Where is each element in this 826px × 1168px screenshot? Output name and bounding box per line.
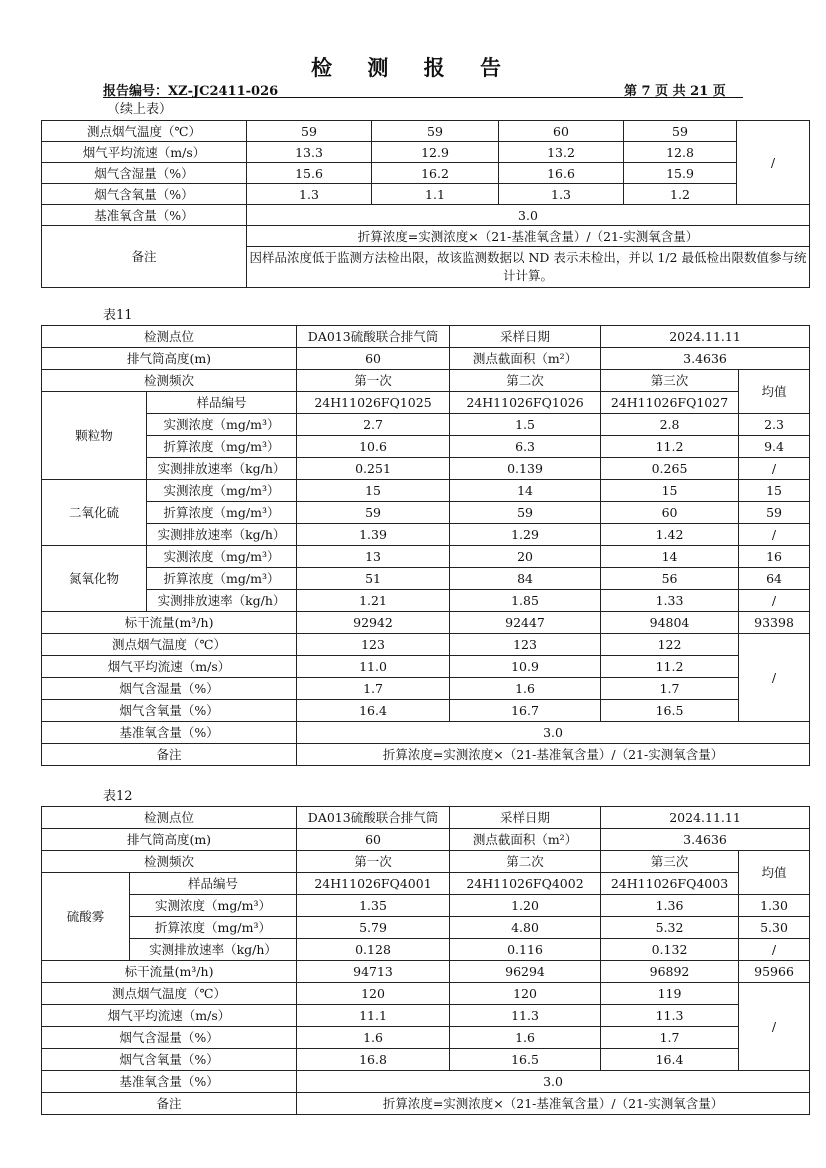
cell: 实测浓度（mg/m³） bbox=[147, 414, 297, 436]
cell: 59 bbox=[624, 121, 737, 142]
cell: 烟气含氧量（%） bbox=[42, 700, 297, 722]
cell: 折算浓度（mg/m³） bbox=[130, 917, 297, 939]
page-info: 第 7 页 共 21 页 bbox=[624, 84, 726, 99]
table-row bbox=[42, 205, 810, 226]
cell: 实测浓度（mg/m³） bbox=[147, 480, 297, 502]
cell: 11.1 bbox=[297, 1005, 450, 1027]
cell: 0.251 bbox=[297, 458, 450, 480]
table-row bbox=[42, 414, 810, 436]
remark-formula: 折算浓度=实测浓度×（21-基准氧含量）/（21-实测氧含量） bbox=[297, 1093, 810, 1115]
cell: 24H11026FQ4002 bbox=[450, 873, 601, 895]
cell: 24H11026FQ1026 bbox=[450, 392, 601, 414]
group-name: 二氧化硫 bbox=[42, 480, 147, 546]
cell: 折算浓度（mg/m³） bbox=[147, 568, 297, 590]
cell: 3.0 bbox=[297, 722, 810, 744]
cell: 1.7 bbox=[601, 678, 739, 700]
table-row bbox=[42, 678, 810, 700]
cell: 烟气含氧量（%） bbox=[42, 1049, 297, 1071]
row-label: 烟气含氧量（%） bbox=[42, 184, 247, 205]
cell: 60 bbox=[297, 829, 450, 851]
continued-label: （续上表） bbox=[107, 102, 173, 117]
table-row bbox=[42, 722, 810, 744]
table-row bbox=[42, 568, 810, 590]
cell: 折算浓度（mg/m³） bbox=[147, 436, 297, 458]
cell: 16.6 bbox=[499, 163, 624, 184]
table-row bbox=[42, 226, 810, 247]
table-row bbox=[42, 744, 810, 766]
cell: 92942 bbox=[297, 612, 450, 634]
cell: 5.32 bbox=[601, 917, 739, 939]
cell: 122 bbox=[601, 634, 739, 656]
cell: 11.2 bbox=[601, 656, 739, 678]
cell: 14 bbox=[601, 546, 739, 568]
table-row bbox=[42, 807, 810, 829]
cell: 16.8 bbox=[297, 1049, 450, 1071]
cell: 测点烟气温度（℃） bbox=[42, 634, 297, 656]
cell: 2.8 bbox=[601, 414, 739, 436]
cell: 1.7 bbox=[297, 678, 450, 700]
table-row bbox=[42, 829, 810, 851]
cell: 59 bbox=[450, 502, 601, 524]
cell: 3.0 bbox=[297, 1071, 810, 1093]
cell: 120 bbox=[450, 983, 601, 1005]
cell: 1.29 bbox=[450, 524, 601, 546]
cell: 16.5 bbox=[450, 1049, 601, 1071]
cell: 93398 bbox=[739, 612, 810, 634]
row-label: 测点烟气温度（℃） bbox=[42, 121, 247, 142]
cell: 24H11026FQ4003 bbox=[601, 873, 739, 895]
report-title: 检 测 报 告 bbox=[311, 55, 515, 80]
group-name: 颗粒物 bbox=[42, 392, 147, 480]
cell: 均值 bbox=[739, 851, 810, 895]
cell: 13 bbox=[297, 546, 450, 568]
cell: 10.9 bbox=[450, 656, 601, 678]
cell: 样品编号 bbox=[130, 873, 297, 895]
cell: 13.3 bbox=[247, 142, 372, 163]
cell: 11.3 bbox=[601, 1005, 739, 1027]
table-row bbox=[42, 163, 810, 184]
cell: 第二次 bbox=[450, 370, 601, 392]
cell: 3.4636 bbox=[601, 829, 810, 851]
table-row bbox=[42, 121, 810, 142]
cell: 0.116 bbox=[450, 939, 601, 961]
cell: 均值 bbox=[739, 370, 810, 414]
table-row bbox=[42, 1027, 810, 1049]
cell: 第一次 bbox=[297, 851, 450, 873]
header-rule bbox=[103, 97, 743, 98]
cell: 采样日期 bbox=[450, 326, 601, 348]
table-row bbox=[42, 502, 810, 524]
table-row bbox=[42, 348, 810, 370]
cell: 1.2 bbox=[624, 184, 737, 205]
cell: 1.6 bbox=[450, 1027, 601, 1049]
table-row bbox=[42, 326, 810, 348]
merged-slash: / bbox=[739, 634, 810, 722]
cell: 1.42 bbox=[601, 524, 739, 546]
cell: 20 bbox=[450, 546, 601, 568]
table-row bbox=[42, 1071, 810, 1093]
cell: 11.3 bbox=[450, 1005, 601, 1027]
cell: / bbox=[739, 939, 810, 961]
cell: 2024.11.11 bbox=[601, 807, 810, 829]
cell: 13.2 bbox=[499, 142, 624, 163]
table-label: 表11 bbox=[103, 308, 133, 323]
table-12 bbox=[41, 806, 810, 1115]
row-label: 烟气平均流速（m/s） bbox=[42, 142, 247, 163]
cell: 59 bbox=[372, 121, 499, 142]
cell: 12.8 bbox=[624, 142, 737, 163]
cell: 14 bbox=[450, 480, 601, 502]
cell: 24H11026FQ4001 bbox=[297, 873, 450, 895]
cell: 烟气平均流速（m/s） bbox=[42, 1005, 297, 1027]
table-label: 表12 bbox=[103, 789, 133, 804]
cell: 59 bbox=[739, 502, 810, 524]
cell: 0.128 bbox=[297, 939, 450, 961]
cell: 排气筒高度(m) bbox=[42, 348, 297, 370]
cell: 15.9 bbox=[624, 163, 737, 184]
cell: 1.39 bbox=[297, 524, 450, 546]
cell: 5.30 bbox=[739, 917, 810, 939]
table-row bbox=[42, 184, 810, 205]
cell: 15.6 bbox=[247, 163, 372, 184]
table-row bbox=[42, 917, 810, 939]
cell: 第三次 bbox=[601, 370, 739, 392]
cell: 3.4636 bbox=[601, 348, 810, 370]
cell: 检测点位 bbox=[42, 326, 297, 348]
cell: 第二次 bbox=[450, 851, 601, 873]
cell: 96294 bbox=[450, 961, 601, 983]
cell: 1.6 bbox=[450, 678, 601, 700]
cell: 16 bbox=[739, 546, 810, 568]
cell: 1.20 bbox=[450, 895, 601, 917]
cell: 检测点位 bbox=[42, 807, 297, 829]
table-row bbox=[42, 612, 810, 634]
cell: 92447 bbox=[450, 612, 601, 634]
cell: 60 bbox=[499, 121, 624, 142]
cell: 9.4 bbox=[739, 436, 810, 458]
cell: 16.4 bbox=[297, 700, 450, 722]
cell: 1.3 bbox=[247, 184, 372, 205]
cell: 24H11026FQ1025 bbox=[297, 392, 450, 414]
table-continued bbox=[41, 120, 810, 288]
table-row bbox=[42, 392, 810, 414]
cell: 16.2 bbox=[372, 163, 499, 184]
cell: 56 bbox=[601, 568, 739, 590]
table-row bbox=[42, 961, 810, 983]
cell: 84 bbox=[450, 568, 601, 590]
cell: 123 bbox=[297, 634, 450, 656]
remark-label: 备注 bbox=[42, 226, 247, 288]
table-row bbox=[42, 590, 810, 612]
row-label: 烟气含湿量（%） bbox=[42, 163, 247, 184]
cell: 5.79 bbox=[297, 917, 450, 939]
cell: 烟气含湿量（%） bbox=[42, 678, 297, 700]
cell: 119 bbox=[601, 983, 739, 1005]
table-row bbox=[42, 895, 810, 917]
cell: 样品编号 bbox=[147, 392, 297, 414]
cell: 1.21 bbox=[297, 590, 450, 612]
cell: DA013硫酸联合排气筒 bbox=[297, 807, 450, 829]
cell: 标干流量(m³/h) bbox=[42, 961, 297, 983]
cell: 94804 bbox=[601, 612, 739, 634]
cell: 0.139 bbox=[450, 458, 601, 480]
table-row bbox=[42, 1005, 810, 1027]
cell: 第三次 bbox=[601, 851, 739, 873]
table-row bbox=[42, 1049, 810, 1071]
cell: 基准氧含量（%） bbox=[42, 722, 297, 744]
table-row bbox=[42, 524, 810, 546]
cell: 0.132 bbox=[601, 939, 739, 961]
remark-label: 备注 bbox=[42, 1093, 297, 1115]
cell: 采样日期 bbox=[450, 807, 601, 829]
cell: 基准氧含量（%） bbox=[42, 1071, 297, 1093]
cell: 烟气平均流速（m/s） bbox=[42, 656, 297, 678]
cell: / bbox=[739, 524, 810, 546]
table-11 bbox=[41, 325, 810, 766]
cell: 15 bbox=[297, 480, 450, 502]
cell: 15 bbox=[739, 480, 810, 502]
cell: 24H11026FQ1027 bbox=[601, 392, 739, 414]
cell: 实测排放速率（kg/h） bbox=[147, 458, 297, 480]
cell: 1.36 bbox=[601, 895, 739, 917]
cell: 120 bbox=[297, 983, 450, 1005]
table-row bbox=[42, 436, 810, 458]
cell: 11.2 bbox=[601, 436, 739, 458]
cell: 3.0 bbox=[247, 205, 810, 226]
cell: 123 bbox=[450, 634, 601, 656]
cell: 实测排放速率（kg/h） bbox=[130, 939, 297, 961]
table-row bbox=[42, 939, 810, 961]
cell: 1.33 bbox=[601, 590, 739, 612]
cell: 检测频次 bbox=[42, 370, 297, 392]
table-row bbox=[42, 480, 810, 502]
cell: 94713 bbox=[297, 961, 450, 983]
cell: 1.5 bbox=[450, 414, 601, 436]
cell: 第一次 bbox=[297, 370, 450, 392]
cell: 测点截面积（m²） bbox=[450, 348, 601, 370]
cell: 2.3 bbox=[739, 414, 810, 436]
report-number: 报告编号：XZ-JC2411-026 bbox=[103, 84, 279, 99]
cell: 59 bbox=[297, 502, 450, 524]
cell: 15 bbox=[601, 480, 739, 502]
remark-formula: 折算浓度=实测浓度×（21-基准氧含量）/（21-实测氧含量） bbox=[247, 226, 810, 247]
table-row bbox=[42, 983, 810, 1005]
cell: 1.35 bbox=[297, 895, 450, 917]
cell: 测点烟气温度（℃） bbox=[42, 983, 297, 1005]
cell: 60 bbox=[601, 502, 739, 524]
cell: 测点截面积（m²） bbox=[450, 829, 601, 851]
cell: 60 bbox=[297, 348, 450, 370]
cell: 95966 bbox=[739, 961, 810, 983]
group-name: 氮氧化物 bbox=[42, 546, 147, 612]
cell: 标干流量(m³/h) bbox=[42, 612, 297, 634]
cell: 16.5 bbox=[601, 700, 739, 722]
cell: 烟气含湿量（%） bbox=[42, 1027, 297, 1049]
row-label: 基准氧含量（%） bbox=[42, 205, 247, 226]
cell: 1.85 bbox=[450, 590, 601, 612]
group-name: 硫酸雾 bbox=[42, 873, 130, 961]
cell: 11.0 bbox=[297, 656, 450, 678]
cell: 2.7 bbox=[297, 414, 450, 436]
cell: 1.6 bbox=[297, 1027, 450, 1049]
cell: 1.7 bbox=[601, 1027, 739, 1049]
cell: 0.265 bbox=[601, 458, 739, 480]
cell: 实测排放速率（kg/h） bbox=[147, 590, 297, 612]
cell: 实测浓度（mg/m³） bbox=[147, 546, 297, 568]
cell: 实测浓度（mg/m³） bbox=[130, 895, 297, 917]
cell: / bbox=[739, 590, 810, 612]
cell: 2024.11.11 bbox=[601, 326, 810, 348]
cell: DA013硫酸联合排气筒 bbox=[297, 326, 450, 348]
table-row bbox=[42, 1093, 810, 1115]
table-row bbox=[42, 851, 810, 873]
table-row bbox=[42, 458, 810, 480]
cell: 6.3 bbox=[450, 436, 601, 458]
cell: 96892 bbox=[601, 961, 739, 983]
cell: 实测排放速率（kg/h） bbox=[147, 524, 297, 546]
cell: 1.3 bbox=[499, 184, 624, 205]
table-row bbox=[42, 546, 810, 568]
table-row bbox=[42, 142, 810, 163]
cell: 16.4 bbox=[601, 1049, 739, 1071]
cell: 59 bbox=[247, 121, 372, 142]
cell: 1.1 bbox=[372, 184, 499, 205]
cell: 排气筒高度(m) bbox=[42, 829, 297, 851]
cell: 10.6 bbox=[297, 436, 450, 458]
cell: 64 bbox=[739, 568, 810, 590]
remark-note: 因样品浓度低于监测方法检出限，故该监测数据以 ND 表示未检出，并以 1/2 最低检出限数值参与统计计算。 bbox=[247, 247, 810, 288]
remark-label: 备注 bbox=[42, 744, 297, 766]
remark-formula: 折算浓度=实测浓度×（21-基准氧含量）/（21-实测氧含量） bbox=[297, 744, 810, 766]
table-row bbox=[42, 873, 810, 895]
table-row bbox=[42, 370, 810, 392]
cell: 检测频次 bbox=[42, 851, 297, 873]
cell: 4.80 bbox=[450, 917, 601, 939]
table-row bbox=[42, 656, 810, 678]
cell: 1.30 bbox=[739, 895, 810, 917]
table-row bbox=[42, 700, 810, 722]
merged-slash: / bbox=[739, 983, 810, 1071]
cell: / bbox=[739, 458, 810, 480]
merged-slash: / bbox=[737, 121, 810, 205]
cell: 12.9 bbox=[372, 142, 499, 163]
cell: 16.7 bbox=[450, 700, 601, 722]
cell: 51 bbox=[297, 568, 450, 590]
cell: 折算浓度（mg/m³） bbox=[147, 502, 297, 524]
table-row bbox=[42, 634, 810, 656]
